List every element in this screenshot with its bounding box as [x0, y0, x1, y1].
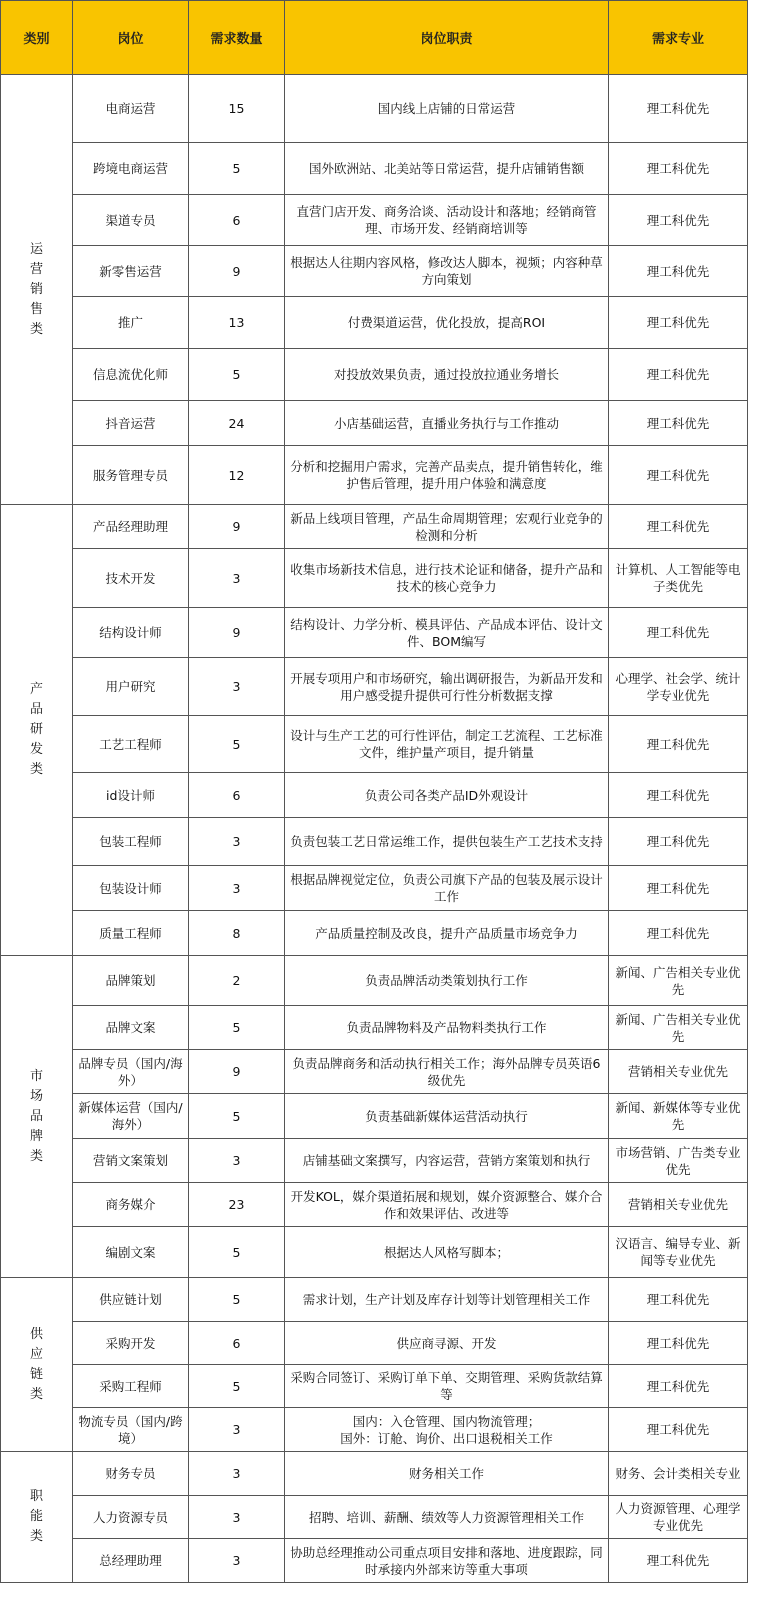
duty-cell: 小店基础运营，直播业务执行与工作推动	[285, 401, 609, 446]
major-cell: 理工科优先	[609, 773, 748, 818]
duty-cell: 协助总经理推动公司重点项目安排和落地、进度跟踪，同时承接内外部来访等重大事项	[285, 1539, 609, 1583]
category-label: 供应链类	[29, 1326, 43, 1402]
major-cell: 新闻、广告相关专业优先	[609, 956, 748, 1006]
position-cell: 包装设计师	[73, 866, 189, 911]
table-row	[1, 1365, 748, 1408]
major-cell: 理工科优先	[609, 911, 748, 956]
position-cell: 质量工程师	[73, 911, 189, 956]
count-cell: 6	[189, 773, 285, 818]
count-cell: 3	[189, 1452, 285, 1496]
major-cell: 新闻、广告相关专业优先	[609, 1006, 748, 1050]
table-row	[1, 658, 748, 716]
major-cell: 市场营销、广告类专业优先	[609, 1139, 748, 1183]
duty-cell: 设计与生产工艺的可行性评估，制定工艺流程、工艺标准文件，维护量产项目，提升销量	[285, 716, 609, 773]
position-cell: 商务媒介	[73, 1183, 189, 1227]
major-cell: 营销相关专业优先	[609, 1183, 748, 1227]
count-cell: 6	[189, 1322, 285, 1365]
duty-cell: 开发KOL，媒介渠道拓展和规划，媒介资源整合、媒介合作和效果评估、改进等	[285, 1183, 609, 1227]
duty-cell: 新品上线项目管理，产品生命周期管理；宏观行业竞争的检测和分析	[285, 505, 609, 549]
table-row	[1, 608, 748, 658]
major-cell: 理工科优先	[609, 349, 748, 401]
count-cell: 2	[189, 956, 285, 1006]
major-cell: 理工科优先	[609, 608, 748, 658]
major-cell: 汉语言、编导专业、新闻等专业优先	[609, 1227, 748, 1278]
table-row	[1, 1278, 748, 1322]
header-row	[1, 1, 748, 75]
duty-cell: 根据品牌视觉定位，负责公司旗下产品的包装及展示设计工作	[285, 866, 609, 911]
position-cell: 新零售运营	[73, 246, 189, 297]
count-cell: 9	[189, 246, 285, 297]
position-cell: 物流专员（国内/跨境）	[73, 1408, 189, 1452]
table-row	[1, 1139, 748, 1183]
duty-cell: 国内线上店铺的日常运营	[285, 75, 609, 143]
count-cell: 6	[189, 195, 285, 246]
position-cell: 推广	[73, 297, 189, 349]
category-label: 运营销售类	[29, 241, 43, 337]
header-count: 需求数量	[189, 1, 285, 75]
count-cell: 5	[189, 1365, 285, 1408]
table-row	[1, 1227, 748, 1278]
table-row	[1, 446, 748, 505]
category-cell	[1, 1452, 73, 1583]
count-cell: 5	[189, 349, 285, 401]
table-row	[1, 1006, 748, 1050]
duty-cell: 财务相关工作	[285, 1452, 609, 1496]
position-cell: 品牌策划	[73, 956, 189, 1006]
table-row	[1, 349, 748, 401]
duty-cell: 根据达人风格写脚本；	[285, 1227, 609, 1278]
count-cell: 9	[189, 608, 285, 658]
major-cell: 理工科优先	[609, 143, 748, 195]
count-cell: 9	[189, 1050, 285, 1094]
category-label: 职能类	[29, 1489, 43, 1544]
table-row	[1, 1322, 748, 1365]
major-cell: 理工科优先	[609, 1278, 748, 1322]
position-cell: 品牌专员（国内/海外）	[73, 1050, 189, 1094]
table-row	[1, 1094, 748, 1139]
major-cell: 理工科优先	[609, 1365, 748, 1408]
count-cell: 15	[189, 75, 285, 143]
position-cell: 产品经理助理	[73, 505, 189, 549]
major-cell: 理工科优先	[609, 505, 748, 549]
major-cell: 新闻、新媒体等专业优先	[609, 1094, 748, 1139]
table-row	[1, 956, 748, 1006]
major-cell: 理工科优先	[609, 446, 748, 505]
major-cell: 理工科优先	[609, 716, 748, 773]
position-cell: 结构设计师	[73, 608, 189, 658]
count-cell: 5	[189, 1278, 285, 1322]
category-cell	[1, 1278, 73, 1452]
count-cell: 23	[189, 1183, 285, 1227]
table-row	[1, 549, 748, 608]
table-row	[1, 773, 748, 818]
category-label: 产品研发类	[29, 682, 43, 777]
duty-cell: 招聘、培训、薪酬、绩效等人力资源管理相关工作	[285, 1496, 609, 1539]
table-row	[1, 297, 748, 349]
count-cell: 5	[189, 1227, 285, 1278]
major-cell: 理工科优先	[609, 401, 748, 446]
position-cell: id设计师	[73, 773, 189, 818]
count-cell: 13	[189, 297, 285, 349]
count-cell: 3	[189, 658, 285, 716]
count-cell: 3	[189, 1496, 285, 1539]
category-cell	[1, 956, 73, 1278]
duty-cell: 根据达人往期内容风格，修改达人脚本，视频；内容种草方向策划	[285, 246, 609, 297]
count-cell: 3	[189, 866, 285, 911]
duty-cell: 分析和挖掘用户需求，完善产品卖点，提升销售转化，维护售后管理，提升用户体验和满意度	[285, 446, 609, 505]
position-cell: 跨境电商运营	[73, 143, 189, 195]
position-cell: 采购工程师	[73, 1365, 189, 1408]
count-cell: 3	[189, 1539, 285, 1583]
duty-cell: 国内：入仓管理、国内物流管理； 国外：订舱、询价、出口退税相关工作	[285, 1408, 609, 1452]
table-row	[1, 1050, 748, 1094]
duty-cell: 负责品牌商务和活动执行相关工作；海外品牌专员英语6级优先	[285, 1050, 609, 1094]
position-cell: 电商运营	[73, 75, 189, 143]
table-row	[1, 1452, 748, 1496]
major-cell: 理工科优先	[609, 866, 748, 911]
duty-cell: 开展专项用户和市场研究，输出调研报告，为新品开发和用户感受提升提供可行性分析数据支撑	[285, 658, 609, 716]
count-cell: 24	[189, 401, 285, 446]
duty-cell: 对投放效果负责，通过投放拉通业务增长	[285, 349, 609, 401]
position-cell: 采购开发	[73, 1322, 189, 1365]
position-cell: 总经理助理	[73, 1539, 189, 1583]
table-row	[1, 1408, 748, 1452]
position-cell: 抖音运营	[73, 401, 189, 446]
count-cell: 12	[189, 446, 285, 505]
table-row	[1, 195, 748, 246]
major-cell: 理工科优先	[609, 1322, 748, 1365]
table-body	[1, 75, 748, 1583]
count-cell: 3	[189, 1139, 285, 1183]
table-row	[1, 818, 748, 866]
position-cell: 信息流优化师	[73, 349, 189, 401]
category-label: 市场品牌类	[29, 1068, 43, 1164]
duty-cell: 负责公司各类产品ID外观设计	[285, 773, 609, 818]
duty-cell: 负责基础新媒体运营活动执行	[285, 1094, 609, 1139]
duty-cell: 供应商寻源、开发	[285, 1322, 609, 1365]
table-row	[1, 143, 748, 195]
table-row	[1, 911, 748, 956]
major-cell: 财务、会计类相关专业	[609, 1452, 748, 1496]
duty-cell: 产品质量控制及改良，提升产品质量市场竞争力	[285, 911, 609, 956]
category-cell	[1, 505, 73, 956]
table-row	[1, 505, 748, 549]
position-cell: 人力资源专员	[73, 1496, 189, 1539]
position-cell: 营销文案策划	[73, 1139, 189, 1183]
duty-cell: 收集市场新技术信息，进行技术论证和储备，提升产品和技术的核心竞争力	[285, 549, 609, 608]
duty-cell: 国外欧洲站、北美站等日常运营，提升店铺销售额	[285, 143, 609, 195]
position-cell: 供应链计划	[73, 1278, 189, 1322]
position-cell: 包装工程师	[73, 818, 189, 866]
count-cell: 9	[189, 505, 285, 549]
duty-cell: 直营门店开发、商务洽谈、活动设计和落地；经销商管理、市场开发、经销商培训等	[285, 195, 609, 246]
duty-cell: 采购合同签订、采购订单下单、交期管理、采购货款结算等	[285, 1365, 609, 1408]
position-cell: 工艺工程师	[73, 716, 189, 773]
position-cell: 品牌文案	[73, 1006, 189, 1050]
position-cell: 编剧文案	[73, 1227, 189, 1278]
table-row	[1, 246, 748, 297]
major-cell: 心理学、社会学、统计学专业优先	[609, 658, 748, 716]
count-cell: 5	[189, 716, 285, 773]
major-cell: 理工科优先	[609, 246, 748, 297]
major-cell: 人力资源管理、心理学专业优先	[609, 1496, 748, 1539]
count-cell: 3	[189, 818, 285, 866]
position-cell: 财务专员	[73, 1452, 189, 1496]
duty-cell: 店铺基础文案撰写，内容运营，营销方案策划和执行	[285, 1139, 609, 1183]
duty-cell: 付费渠道运营，优化投放，提高ROI	[285, 297, 609, 349]
major-cell: 理工科优先	[609, 195, 748, 246]
major-cell: 理工科优先	[609, 818, 748, 866]
table-row	[1, 1539, 748, 1583]
position-cell: 服务管理专员	[73, 446, 189, 505]
major-cell: 营销相关专业优先	[609, 1050, 748, 1094]
position-cell: 用户研究	[73, 658, 189, 716]
table-row	[1, 1183, 748, 1227]
header-category: 类别	[1, 1, 73, 75]
major-cell: 理工科优先	[609, 75, 748, 143]
position-cell: 技术开发	[73, 549, 189, 608]
duty-cell: 负责品牌活动类策划执行工作	[285, 956, 609, 1006]
duty-cell: 结构设计、力学分析、模具评估、产品成本评估、设计文件、BOM编写	[285, 608, 609, 658]
table-row	[1, 1496, 748, 1539]
position-cell: 新媒体运营（国内/海外）	[73, 1094, 189, 1139]
major-cell: 计算机、人工智能等电子类优先	[609, 549, 748, 608]
duty-cell: 负责品牌物料及产品物料类执行工作	[285, 1006, 609, 1050]
header-major: 需求专业	[609, 1, 748, 75]
category-cell	[1, 75, 73, 505]
table-row	[1, 401, 748, 446]
major-cell: 理工科优先	[609, 1539, 748, 1583]
count-cell: 5	[189, 1006, 285, 1050]
table-row	[1, 75, 748, 143]
table-row	[1, 716, 748, 773]
major-cell: 理工科优先	[609, 297, 748, 349]
count-cell: 3	[189, 549, 285, 608]
major-cell: 理工科优先	[609, 1408, 748, 1452]
header-duty: 岗位职责	[285, 1, 609, 75]
duty-cell: 负责包装工艺日常运维工作，提供包装生产工艺技术支持	[285, 818, 609, 866]
duty-cell: 需求计划，生产计划及库存计划等计划管理相关工作	[285, 1278, 609, 1322]
header-position: 岗位	[73, 1, 189, 75]
count-cell: 5	[189, 1094, 285, 1139]
position-cell: 渠道专员	[73, 195, 189, 246]
count-cell: 8	[189, 911, 285, 956]
table-row	[1, 866, 748, 911]
count-cell: 3	[189, 1408, 285, 1452]
count-cell: 5	[189, 143, 285, 195]
